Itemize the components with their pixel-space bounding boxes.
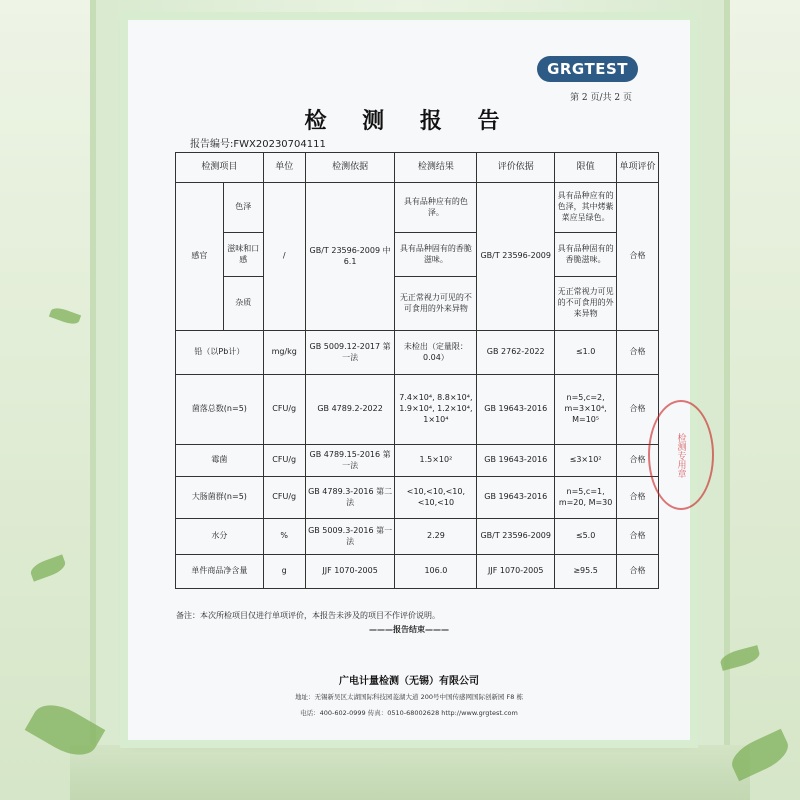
grgtest-logo: GRGTEST (537, 56, 638, 82)
limit-cell: n=5,c=1, m=20, M=30 (555, 477, 617, 519)
method-cell: GB 5009.12-2017 第一法 (305, 331, 395, 375)
report-number: 报告编号:FWX20230704111 (190, 139, 326, 150)
method-cell: GB 4789.2-2022 (305, 375, 395, 445)
table-row (176, 477, 659, 519)
item-cell: 霉菌 (176, 445, 264, 477)
sensory-item-name: 杂质 (223, 277, 263, 331)
sensory-group-cell: 感官 (176, 183, 224, 331)
verdict-cell: 合格 (617, 183, 659, 331)
verdict-cell: 合格 (617, 477, 659, 519)
result-cell: 具有品种应有的色泽。 (395, 183, 477, 233)
company-contact: 电话：400-602-0999 传真：0510-68002628 http://www.grgtest.com (300, 709, 518, 717)
basis-cell: GB 19643-2016 (477, 375, 555, 445)
verdict-cell: 合格 (617, 519, 659, 555)
limit-cell: 具有品种固有的香脆滋味。 (555, 233, 617, 277)
unit-cell: CFU/g (263, 375, 305, 445)
verdict-cell: 合格 (617, 445, 659, 477)
result-cell: 1.5×10² (395, 445, 477, 477)
unit-cell: / (263, 183, 305, 331)
limit-cell: n=5,c=2, m=3×10⁴, M=10⁵ (555, 375, 617, 445)
page-number: 第 2 页/共 2 页 (570, 93, 632, 103)
table-row (176, 233, 659, 277)
basis-cell: GB/T 23596-2009 (477, 519, 555, 555)
header-cell: 单位 (263, 153, 305, 183)
table-row (176, 519, 659, 555)
table-row (176, 555, 659, 589)
end-of-report-mark: ———报告结束——— (369, 625, 449, 634)
unit-cell: % (263, 519, 305, 555)
unit-cell: CFU/g (263, 477, 305, 519)
header-cell: 单项评价 (617, 153, 659, 183)
item-cell: 大肠菌群(n=5) (176, 477, 264, 519)
header-cell: 限值 (555, 153, 617, 183)
company-address: 地址：无锡新吴区太湖国际科技园菱湖大道 200号中国传感网国际创新园 F8 栋 (295, 693, 523, 701)
table-row (176, 331, 659, 375)
report-paper (128, 20, 690, 740)
official-stamp: 检测专用章 (648, 400, 714, 510)
limit-cell: ≤3×10² (555, 445, 617, 477)
result-cell: 无正常视力可见的不可食用的外来异物 (395, 277, 477, 331)
verdict-cell: 合格 (617, 331, 659, 375)
table-row (176, 277, 659, 331)
header-cell: 检测结果 (395, 153, 477, 183)
result-cell: <10,<10,<10, <10,<10 (395, 477, 477, 519)
method-cell: GB 5009.3-2016 第一法 (305, 519, 395, 555)
company-name: 广电计量检测（无锡）有限公司 (339, 676, 479, 687)
method-cell: GB/T 23596-2009 中 6.1 (305, 183, 395, 331)
item-cell: 单件商品净含量 (176, 555, 264, 589)
leaf-decoration (49, 305, 81, 327)
unit-cell: g (263, 555, 305, 589)
limit-cell: 具有品种应有的色泽，其中烤紫菜应呈绿色。 (555, 183, 617, 233)
result-cell: 2.29 (395, 519, 477, 555)
verdict-cell: 合格 (617, 555, 659, 589)
method-cell: GB 4789.3-2016 第二法 (305, 477, 395, 519)
result-cell: 具有品种固有的香脆滋味。 (395, 233, 477, 277)
leaf-decoration (28, 554, 67, 581)
basis-cell: JJF 1070-2005 (477, 555, 555, 589)
header-cell: 检测项目 (176, 153, 264, 183)
table-row (176, 445, 659, 477)
test-results-table (175, 152, 659, 589)
basis-cell: GB 19643-2016 (477, 477, 555, 519)
result-cell: 7.4×10⁴, 8.8×10⁴, 1.9×10⁴, 1.2×10⁴, 1×10⁴ (395, 375, 477, 445)
frame-base (70, 745, 750, 800)
limit-cell: 无正常视力可见的不可食用的外来异物 (555, 277, 617, 331)
method-cell: GB 4789.15-2016 第一法 (305, 445, 395, 477)
unit-cell: mg/kg (263, 331, 305, 375)
method-cell: JJF 1070-2005 (305, 555, 395, 589)
basis-cell: GB/T 23596-2009 (477, 183, 555, 331)
limit-cell: ≤1.0 (555, 331, 617, 375)
sensory-item-name: 滋味和口感 (223, 233, 263, 277)
limit-cell: ≤5.0 (555, 519, 617, 555)
table-row (176, 183, 659, 233)
leaf-decoration (726, 729, 793, 782)
basis-cell: GB 19643-2016 (477, 445, 555, 477)
table-header-row (176, 153, 659, 183)
result-cell: 106.0 (395, 555, 477, 589)
basis-cell: GB 2762-2022 (477, 331, 555, 375)
header-cell: 评价依据 (477, 153, 555, 183)
report-note: 备注：本次所检项目仅进行单项评价，本报告未涉及的项目不作评价说明。 (176, 611, 440, 620)
limit-cell: ≥95.5 (555, 555, 617, 589)
item-cell: 菌落总数(n=5) (176, 375, 264, 445)
verdict-cell: 合格 (617, 375, 659, 445)
item-cell: 铅（以Pb计） (176, 331, 264, 375)
sensory-item-name: 色泽 (223, 183, 263, 233)
result-cell: 未检出（定量限：0.04） (395, 331, 477, 375)
table-row (176, 375, 659, 445)
header-cell: 检测依据 (305, 153, 395, 183)
report-title: 检 测 报 告 (304, 108, 514, 134)
unit-cell: CFU/g (263, 445, 305, 477)
item-cell: 水分 (176, 519, 264, 555)
